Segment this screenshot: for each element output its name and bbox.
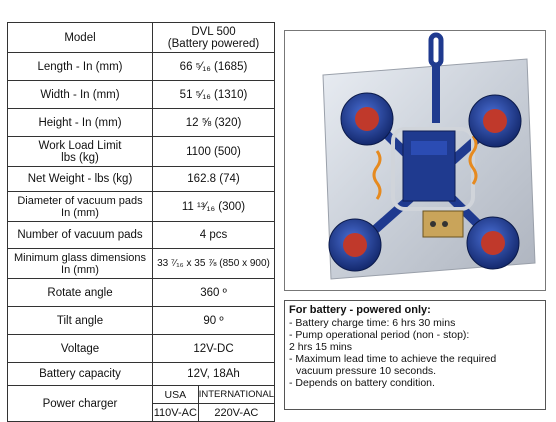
spec-table [7,22,275,422]
notes-item: 2 hrs 15 mins [289,341,353,353]
control-knob [430,221,436,227]
model-name: DVL 500 [191,25,236,38]
row-value: 51 ⁵⁄₁₆ (1310) [153,81,275,109]
row-value: 1100 (500) [153,137,275,167]
vacuum-pad [341,93,393,145]
row-label [8,249,153,279]
row-label: Tilt angle [8,307,153,335]
lifting-hook [431,35,441,65]
row-value: 12V, 18Ah [153,363,275,386]
charger-subtable [153,386,274,421]
row-value: 11 ¹³⁄₁₆ (300) [153,192,275,222]
charger-intl-value: 220V-AC [214,406,259,419]
notes-item: - Battery charge time: 6 hrs 30 mins [289,317,456,329]
table-row [8,386,275,422]
table-row [8,335,275,363]
vacuum-pad [469,95,521,147]
table-row [8,23,275,53]
row-value: 33 ⁷⁄₁₆ x 35 ⅞ (850 x 900) [153,249,275,279]
row-value: 162.8 (74) [153,167,275,192]
control-knob [442,221,448,227]
row-value: 12V-DC [153,335,275,363]
row-label [8,192,153,222]
row-value: 66 ⁵⁄₁₆ (1685) [153,53,275,81]
row-label: Battery capacity [8,363,153,386]
charger-values [153,386,275,422]
vacuum-pad [467,217,519,269]
row-label: Rotate angle [8,279,153,307]
charger-usa-header: USA [153,386,198,404]
row-label-line1: Diameter of vacuum pads [17,194,143,207]
row-label-line2: In (mm) [61,263,99,276]
notes-item: - Depends on battery condition. [289,377,435,389]
row-value: 12 ⅝ (320) [153,109,275,137]
table-row [8,307,275,335]
row-value: 90 º [153,307,275,335]
row-value: 360 º [153,279,275,307]
table-row [8,53,275,81]
table-row [8,279,275,307]
charger-intl-header: INTERNATIONAL [198,386,274,404]
table-row [8,192,275,222]
row-label: Width - In (mm) [8,81,153,109]
row-label: Voltage [8,335,153,363]
row-label: Number of vacuum pads [8,222,153,249]
model-subtitle: (Battery powered) [167,37,260,50]
table-row [8,363,275,386]
table-row [8,109,275,137]
vacuum-lifter-illustration [285,31,545,290]
row-label: Length - In (mm) [8,53,153,81]
battery-notes [284,300,546,410]
notes-title: For battery - powered only: [289,304,431,316]
charger-usa-value: 110V-AC [153,404,198,422]
lifting-arm [432,63,440,123]
table-row [8,249,275,279]
notes-item: - Pump operational period (non - stop): [289,329,470,341]
row-label: Height - In (mm) [8,109,153,137]
vacuum-pad [329,219,381,271]
table-row [8,167,275,192]
notes-item: - Maximum lead time to achieve the required [289,353,497,365]
table-row [8,137,275,167]
table-row [8,222,275,249]
row-label [8,137,153,167]
table-row [8,81,275,109]
charger-label: Power charger [8,386,153,422]
row-label-line1: Work Load Limit [38,139,122,152]
notes-item: vacuum pressure 10 seconds. [296,365,437,377]
row-value: 4 pcs [153,222,275,249]
row-label-line2: In (mm) [61,206,99,219]
row-label-line2: lbs (kg) [61,151,99,164]
model-label: Model [8,23,153,53]
row-label: Net Weight - lbs (kg) [8,167,153,192]
frame-detail [411,141,447,155]
row-label-line1: Minimum glass dimensions [13,251,147,264]
model-value [153,23,275,53]
product-photo [284,30,546,291]
